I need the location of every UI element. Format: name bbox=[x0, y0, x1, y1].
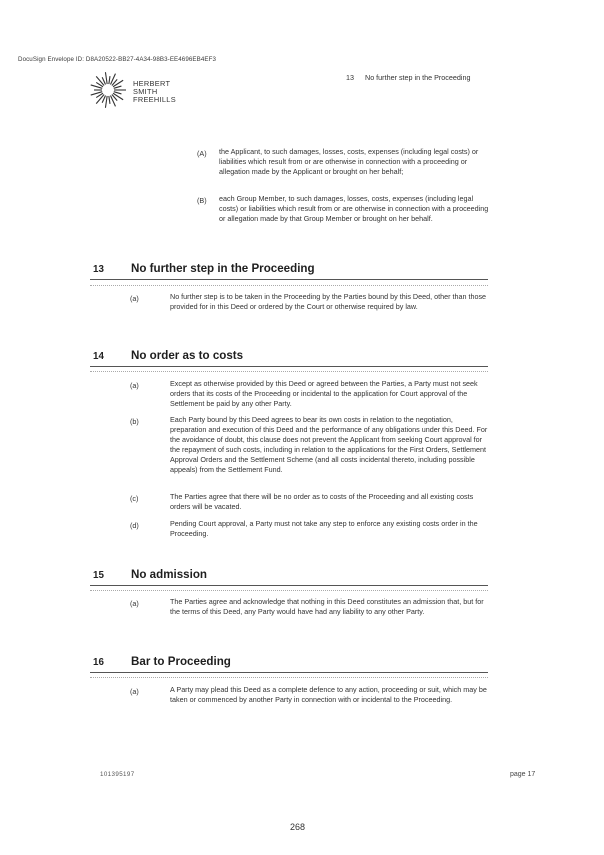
clause-text: The Parties agree and acknowledge that nothing in this Deed constitutes an admission that, but for the terms of this Deed, any Party would have had any liability to any other Party. bbox=[170, 597, 484, 616]
logo-ray bbox=[109, 96, 110, 104]
section-heading: Bar to Proceeding bbox=[131, 655, 231, 668]
section-dotted-rule bbox=[90, 590, 488, 591]
section-heading: No order as to costs bbox=[131, 349, 244, 362]
logo-ray bbox=[105, 96, 107, 108]
running-header-number: 13 bbox=[346, 73, 354, 82]
firm-logo-text bbox=[133, 80, 176, 103]
continued-item-label: (A) bbox=[197, 149, 207, 158]
section-heading: No further step in the Proceeding bbox=[131, 262, 315, 275]
logo-line-1: HERBERT bbox=[133, 79, 171, 88]
logo-ray bbox=[113, 93, 123, 99]
clause-text: A Party may plead this Deed as a complete defence to any action, proceeding or suit, which may be taken or commenced by another Party in connection with or incidental to the Proceeding. bbox=[170, 685, 487, 704]
continued-item-label: (B) bbox=[197, 196, 207, 205]
section-dotted-rule bbox=[90, 285, 488, 286]
clause-label: (c) bbox=[130, 494, 139, 503]
logo-ray bbox=[109, 76, 110, 84]
section-heading: No admission bbox=[131, 568, 208, 581]
clause-label: (d) bbox=[130, 521, 139, 530]
section-dotted-rule bbox=[90, 677, 488, 678]
logo-line-2: SMITH bbox=[133, 86, 158, 96]
logo-ray bbox=[113, 80, 123, 86]
docusign-envelope-id: DocuSign Envelope ID: D8A20522-BB27-4A34-98B3-EE4696EB4EF3 bbox=[18, 56, 217, 63]
clause-label: (a) bbox=[130, 687, 139, 696]
section-rule bbox=[90, 279, 488, 280]
section-number: 16 bbox=[93, 657, 104, 668]
section-number: 13 bbox=[93, 264, 104, 275]
clause-label: (a) bbox=[130, 599, 139, 608]
footer-page-label: page 17 bbox=[510, 771, 536, 778]
running-header-title: No further step in the Proceeding bbox=[365, 73, 471, 82]
clause-text: The Parties agree that there will be no order as to costs of the Proceeding and all existing costs orders will be vacated. bbox=[170, 492, 474, 511]
logo-ray bbox=[114, 86, 122, 88]
section-rule bbox=[90, 672, 488, 673]
continued-item-text: the Applicant, to such damages, losses, costs, expenses (including legal costs) or liabilities which result from or are otherwise in connection with a proceeding or allegation made by the Applicant or brought on her behalf; bbox=[219, 147, 479, 176]
clause-label: (a) bbox=[130, 381, 139, 390]
clause-text: No further step is to be taken in the Proceeding by the Parties bound by this Deed, other than those provided for in this Deed or ordered by the Court or otherwise required by law. bbox=[170, 292, 487, 311]
section-rule bbox=[90, 585, 488, 586]
section-number: 15 bbox=[93, 570, 104, 581]
section-dotted-rule bbox=[90, 371, 488, 372]
logo-ray bbox=[114, 92, 122, 94]
footer-page-number: 268 bbox=[290, 822, 306, 832]
clause-label: (b) bbox=[130, 417, 139, 426]
running-header bbox=[346, 73, 470, 82]
clause-text: Pending Court approval, a Party must not take any step to enforce any existing costs order in the Proceeding. bbox=[170, 519, 478, 538]
logo-line-3: FREEHILLS bbox=[133, 94, 176, 104]
clause-text: Each Party bound by this Deed agrees to bear its own costs in relation to the negotiation, preparation and execution of this Deed and the performance of any obligations under this Deed. For the avoidance of doubt, this clause does not prevent the Applicant from seeking Court approval for the repayment of such costs, including in relation to the applications for the First Orders, Settlement Approval Orders and the Settlement Scheme (and all costs incidental thereto, including possible appeals) from the Settlement Fund. bbox=[170, 415, 488, 474]
clause-label: (a) bbox=[130, 294, 139, 303]
footer-document-id: 101395197 bbox=[100, 771, 135, 778]
continued-item-text: each Group Member, to such damages, losses, costs, expenses (including legal costs) or liabilities which result from or are otherwise in connection with a proceeding or allegation made by that Group Member or brought on her behalf. bbox=[219, 194, 489, 223]
herbert-smith-freehills-logo-icon bbox=[88, 70, 128, 110]
section-rule bbox=[90, 366, 488, 367]
clause-text: Except as otherwise provided by this Deed or agreed between the Parties, a Party must not seek orders that its costs of the Proceeding or incidental to the application for Court approval of the Settlement be paid by any other Party. bbox=[170, 379, 478, 408]
section-number: 14 bbox=[93, 351, 104, 362]
logo-ray bbox=[105, 72, 107, 84]
